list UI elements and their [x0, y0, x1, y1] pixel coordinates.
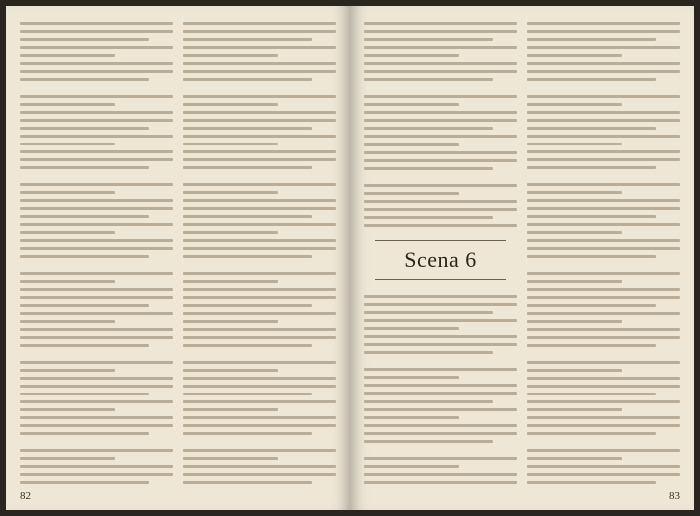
text-line-placeholder	[183, 449, 336, 452]
text-line-placeholder	[364, 30, 517, 33]
text-line-placeholder	[183, 215, 312, 218]
text-line-placeholder	[20, 239, 173, 242]
text-line-placeholder	[527, 377, 680, 380]
text-line-placeholder	[20, 127, 149, 130]
text-line-placeholder	[183, 336, 336, 339]
text-line-placeholder	[364, 159, 517, 162]
text-line-placeholder	[20, 432, 149, 435]
text-line-placeholder	[364, 392, 517, 395]
text-line-placeholder	[364, 327, 459, 330]
text-line-placeholder	[364, 481, 517, 484]
text-line-placeholder	[183, 143, 278, 146]
text-line-placeholder	[20, 46, 173, 49]
text-line-placeholder	[364, 319, 517, 322]
text-line-placeholder	[527, 174, 680, 178]
scene-heading: Scena 6	[404, 247, 477, 272]
text-line-placeholder	[527, 215, 656, 218]
text-line-placeholder	[20, 166, 149, 169]
text-line-placeholder	[527, 127, 656, 130]
text-line-placeholder	[527, 150, 680, 153]
text-line-placeholder	[183, 304, 312, 307]
text-line-placeholder	[183, 78, 312, 81]
text-line-placeholder	[183, 183, 336, 186]
text-line-placeholder	[20, 288, 173, 291]
text-line-placeholder	[20, 400, 173, 403]
text-line-placeholder	[183, 328, 336, 331]
text-line-placeholder	[183, 127, 312, 130]
text-line-placeholder	[20, 111, 173, 114]
open-book	[6, 6, 694, 510]
text-line-placeholder	[527, 62, 680, 65]
text-line-placeholder	[20, 385, 173, 388]
text-line-placeholder	[183, 86, 336, 90]
text-line-placeholder	[527, 207, 680, 210]
text-line-placeholder	[527, 54, 622, 57]
text-line-placeholder	[183, 473, 336, 476]
scene-rule-bottom	[375, 279, 507, 280]
text-line-placeholder	[527, 272, 680, 275]
text-line-placeholder	[364, 424, 517, 427]
text-line-placeholder	[183, 30, 336, 33]
text-line-placeholder	[183, 352, 336, 356]
text-line-placeholder	[527, 312, 680, 315]
text-line-placeholder	[20, 183, 173, 186]
text-line-placeholder	[364, 167, 493, 170]
text-line-placeholder	[20, 481, 149, 484]
text-line-placeholder	[527, 344, 656, 347]
text-line-placeholder	[20, 119, 173, 122]
text-line-placeholder	[364, 200, 517, 203]
text-line-placeholder	[527, 432, 656, 435]
page-number-right: 83	[669, 490, 680, 502]
text-line-placeholder	[183, 70, 336, 73]
text-line-placeholder	[364, 448, 517, 452]
text-line-placeholder	[527, 457, 622, 460]
text-line-placeholder	[183, 280, 278, 283]
text-line-placeholder	[364, 119, 517, 122]
text-line-placeholder	[364, 46, 517, 49]
text-line-placeholder	[20, 393, 149, 396]
text-line-placeholder	[20, 223, 173, 226]
text-line-placeholder	[527, 400, 680, 403]
text-line-placeholder	[20, 416, 173, 419]
text-line-placeholder	[183, 377, 336, 380]
text-line-placeholder	[364, 151, 517, 154]
text-line-placeholder	[20, 361, 173, 364]
text-line-placeholder	[527, 223, 680, 226]
text-line-placeholder	[364, 311, 493, 314]
text-line-placeholder	[20, 304, 149, 307]
text-column-4	[527, 22, 680, 484]
text-line-placeholder	[527, 158, 680, 161]
text-line-placeholder	[364, 368, 517, 371]
text-line-placeholder	[20, 54, 115, 57]
text-line-placeholder	[527, 199, 680, 202]
text-line-placeholder	[364, 384, 517, 387]
text-line-placeholder	[527, 449, 680, 452]
text-line-placeholder	[183, 22, 336, 25]
text-line-placeholder	[20, 352, 173, 356]
text-line-placeholder	[20, 78, 149, 81]
text-line-placeholder	[183, 344, 312, 347]
text-line-placeholder	[183, 393, 312, 396]
text-line-placeholder	[183, 46, 336, 49]
text-line-placeholder	[20, 86, 173, 90]
text-line-placeholder	[527, 95, 680, 98]
text-line-placeholder	[20, 377, 173, 380]
text-line-placeholder	[20, 135, 173, 138]
text-line-placeholder	[527, 280, 622, 283]
text-line-placeholder	[20, 465, 173, 468]
text-line-placeholder	[20, 207, 173, 210]
text-line-placeholder	[364, 400, 493, 403]
text-line-placeholder	[20, 143, 115, 146]
text-line-placeholder	[527, 38, 656, 41]
text-line-placeholder	[364, 135, 517, 138]
text-line-placeholder	[527, 369, 622, 372]
text-line-placeholder	[527, 255, 656, 258]
text-line-placeholder	[183, 432, 312, 435]
text-line-placeholder	[364, 303, 517, 306]
text-line-placeholder	[527, 465, 680, 468]
text-line-placeholder	[183, 465, 336, 468]
text-line-placeholder	[183, 239, 336, 242]
text-line-placeholder	[183, 38, 312, 41]
text-line-placeholder	[364, 416, 459, 419]
text-line-placeholder	[527, 473, 680, 476]
text-line-placeholder	[183, 54, 278, 57]
text-line-placeholder	[20, 369, 115, 372]
text-line-placeholder	[183, 263, 336, 267]
text-line-placeholder	[364, 86, 517, 90]
right-page	[350, 6, 694, 510]
text-line-placeholder	[183, 150, 336, 153]
text-line-placeholder	[527, 304, 656, 307]
text-line-placeholder	[364, 62, 517, 65]
text-line-placeholder	[527, 263, 680, 267]
text-line-placeholder	[183, 231, 278, 234]
text-line-placeholder	[364, 70, 517, 73]
text-line-placeholder	[527, 22, 680, 25]
text-line-placeholder	[527, 288, 680, 291]
text-line-placeholder	[183, 288, 336, 291]
text-line-placeholder	[20, 312, 173, 315]
text-line-placeholder	[183, 416, 336, 419]
text-line-placeholder	[527, 166, 656, 169]
text-line-placeholder	[364, 465, 459, 468]
text-line-placeholder	[20, 150, 173, 153]
text-line-placeholder	[364, 22, 517, 25]
text-line-placeholder	[364, 54, 459, 57]
text-line-placeholder	[183, 400, 336, 403]
text-line-placeholder	[183, 255, 312, 258]
text-line-placeholder	[20, 95, 173, 98]
text-line-placeholder	[20, 30, 173, 33]
text-line-placeholder	[527, 30, 680, 33]
text-line-placeholder	[527, 239, 680, 242]
text-line-placeholder	[20, 449, 173, 452]
text-line-placeholder	[527, 440, 680, 444]
left-page	[6, 6, 350, 510]
text-line-placeholder	[527, 408, 622, 411]
text-line-placeholder	[364, 95, 517, 98]
text-column-1	[20, 22, 173, 484]
scene-break	[364, 240, 517, 280]
text-line-placeholder	[527, 416, 680, 419]
text-line-placeholder	[364, 224, 517, 227]
text-line-placeholder	[527, 328, 680, 331]
text-line-placeholder	[20, 320, 115, 323]
text-column-2	[183, 22, 336, 484]
text-column-3	[364, 22, 517, 484]
text-line-placeholder	[183, 135, 336, 138]
text-line-placeholder	[20, 38, 149, 41]
text-line-placeholder	[183, 296, 336, 299]
text-line-placeholder	[527, 320, 622, 323]
text-line-placeholder	[527, 385, 680, 388]
text-line-placeholder	[527, 143, 622, 146]
text-line-placeholder	[20, 103, 115, 106]
text-line-placeholder	[183, 457, 278, 460]
text-line-placeholder	[183, 62, 336, 65]
text-line-placeholder	[364, 216, 493, 219]
text-line-placeholder	[364, 376, 459, 379]
text-line-placeholder	[527, 46, 680, 49]
text-line-placeholder	[364, 111, 517, 114]
text-line-placeholder	[527, 103, 622, 106]
text-line-placeholder	[527, 424, 680, 427]
text-line-placeholder	[183, 174, 336, 178]
text-line-placeholder	[364, 351, 493, 354]
text-line-placeholder	[527, 86, 680, 90]
text-line-placeholder	[527, 119, 680, 122]
text-line-placeholder	[527, 231, 622, 234]
text-line-placeholder	[20, 255, 149, 258]
text-line-placeholder	[364, 295, 517, 298]
text-line-placeholder	[20, 440, 173, 444]
text-line-placeholder	[527, 352, 680, 356]
text-line-placeholder	[20, 296, 173, 299]
text-line-placeholder	[183, 158, 336, 161]
text-line-placeholder	[20, 473, 173, 476]
text-line-placeholder	[364, 335, 517, 338]
text-line-placeholder	[20, 328, 173, 331]
text-line-placeholder	[20, 280, 115, 283]
text-line-placeholder	[364, 457, 517, 460]
text-line-placeholder	[20, 457, 115, 460]
text-line-placeholder	[364, 175, 517, 179]
text-line-placeholder	[364, 127, 493, 130]
text-line-placeholder	[364, 78, 493, 81]
text-line-placeholder	[20, 263, 173, 267]
text-line-placeholder	[183, 385, 336, 388]
text-line-placeholder	[527, 78, 656, 81]
text-line-placeholder	[183, 312, 336, 315]
text-line-placeholder	[20, 247, 173, 250]
text-line-placeholder	[183, 103, 278, 106]
text-line-placeholder	[183, 207, 336, 210]
text-line-placeholder	[183, 119, 336, 122]
text-line-placeholder	[364, 184, 517, 187]
text-line-placeholder	[183, 223, 336, 226]
text-line-placeholder	[527, 111, 680, 114]
text-line-placeholder	[183, 166, 312, 169]
text-line-placeholder	[20, 22, 173, 25]
text-line-placeholder	[364, 359, 517, 363]
text-line-placeholder	[364, 440, 493, 443]
text-line-placeholder	[364, 103, 459, 106]
text-line-placeholder	[20, 174, 173, 178]
text-line-placeholder	[527, 296, 680, 299]
text-line-placeholder	[183, 408, 278, 411]
text-line-placeholder	[20, 199, 173, 202]
text-line-placeholder	[183, 320, 278, 323]
text-line-placeholder	[364, 208, 517, 211]
text-line-placeholder	[20, 272, 173, 275]
text-line-placeholder	[183, 369, 278, 372]
text-line-placeholder	[20, 336, 173, 339]
text-line-placeholder	[20, 408, 115, 411]
text-line-placeholder	[364, 38, 493, 41]
text-line-placeholder	[364, 432, 517, 435]
text-line-placeholder	[527, 481, 656, 484]
text-line-placeholder	[183, 95, 336, 98]
text-line-placeholder	[527, 70, 680, 73]
text-line-placeholder	[183, 481, 312, 484]
page-number-left: 82	[20, 490, 31, 502]
text-line-placeholder	[183, 199, 336, 202]
text-line-placeholder	[20, 62, 173, 65]
text-line-placeholder	[183, 361, 336, 364]
text-line-placeholder	[20, 424, 173, 427]
text-line-placeholder	[20, 158, 173, 161]
text-line-placeholder	[20, 191, 115, 194]
text-line-placeholder	[364, 473, 517, 476]
text-line-placeholder	[183, 247, 336, 250]
text-line-placeholder	[527, 336, 680, 339]
text-line-placeholder	[527, 361, 680, 364]
text-line-placeholder	[364, 143, 459, 146]
text-line-placeholder	[20, 231, 115, 234]
text-line-placeholder	[183, 424, 336, 427]
text-line-placeholder	[527, 247, 680, 250]
text-line-placeholder	[364, 408, 517, 411]
text-line-placeholder	[364, 192, 459, 195]
text-line-placeholder	[20, 344, 149, 347]
text-line-placeholder	[183, 440, 336, 444]
text-line-placeholder	[183, 272, 336, 275]
text-line-placeholder	[183, 111, 336, 114]
text-line-placeholder	[20, 70, 173, 73]
text-line-placeholder	[527, 135, 680, 138]
text-line-placeholder	[364, 343, 517, 346]
text-line-placeholder	[527, 191, 622, 194]
text-line-placeholder	[527, 183, 680, 186]
text-line-placeholder	[20, 215, 149, 218]
text-line-placeholder	[527, 393, 656, 396]
text-line-placeholder	[183, 191, 278, 194]
